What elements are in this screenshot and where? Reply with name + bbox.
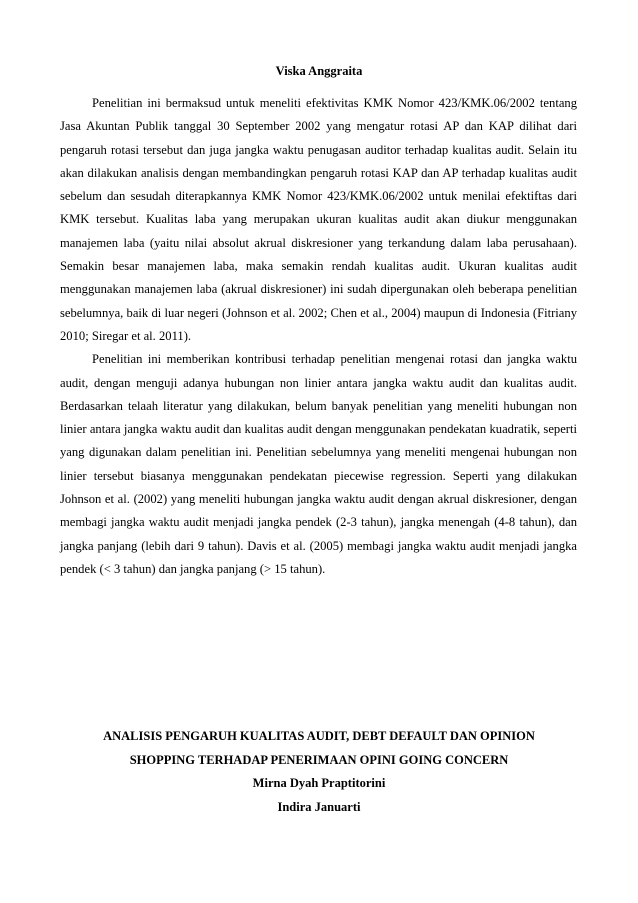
- article-author-1: Mirna Dyah Praptitorini: [252, 776, 386, 790]
- article-title-line-2: SHOPPING TERHADAP PENERIMAAN OPINI GOING CONCERN: [129, 752, 509, 767]
- paragraph-1: Penelitian ini bermaksud untuk meneliti efektivitas KMK Nomor 423/KMK.06/2002 tentang Jasa Akuntan Publik tanggal 30 September 2002 yang mengatur rotasi AP dan KAP dilihat dari pengaruh rotasi tersebut dan juga jangka waktu penugasan auditor terhadap kualitas audit. Selain itu akan dilakukan analisis dengan membandingkan pengaruh rotasi KAP dan AP terhadap kualitas audit sebelum dan sesudah diterapkannya KMK Nomor 423/KMK.06/2002 untuk menilai efektiftas dari KMK tersebut. Kualitas laba yang merupakan ukuran kualitas audit akan diukur menggunakan manajemen laba (yaitu nilai absolut akrual diskresioner yang terkandung dalam laba perusahaan). Semakin besar manajemen laba, maka semakin rendah kualitas audit. Ukuran kualitas audit menggunakan manajemen laba (akrual diskresioner) ini sudah dipergunakan oleh beberapa penelitian sebelumnya, baik di luar negeri (Johnson et al. 2002; Chen et al., 2004) maupun di Indonesia (Fitriany 2010; Siregar et al. 2011).: [60, 96, 577, 343]
- article-author-2: Indira Januarti: [277, 799, 361, 814]
- article-header: [0, 725, 638, 819]
- body-text: [60, 92, 577, 581]
- paragraph-2: Penelitian ini memberikan kontribusi terhadap penelitian mengenai rotasi dan jangka waktu audit, dengan menguji adanya hubungan non linier antara jangka waktu audit dan kualitas audit. Berdasarkan telaah literatur yang dilakukan, belum banyak penelitian yang meneliti hubungan non linier antara jangka waktu audit dan kualitas audit dengan menggunakan pendekatan kuadratik, seperti yang digunakan dalam penelitian ini. Penelitian sebelumnya yang meneliti mengenai hubungan non linier tersebut biasanya menggunakan pendekatan piecewise regression. Seperti yang dilakukan Johnson et al. (2002) yang meneliti hubungan jangka waktu audit dengan akrual diskresioner, dengan membagi jangka waktu audit menjadi jangka pendek (2-3 tahun), jangka menengah (4-8 tahun), dan jangka panjang (lebih dari 9 tahun). Davis et al. (2005) membagi jangka waktu audit menjadi jangka pendek (< 3 tahun) dan jangka panjang (> 15 tahun).: [60, 352, 577, 576]
- article-title-line-1: ANALISIS PENGARUH KUALITAS AUDIT, DEBT DEFAULT DAN OPINION: [103, 729, 535, 743]
- author-name: Viska Anggraita: [275, 64, 363, 78]
